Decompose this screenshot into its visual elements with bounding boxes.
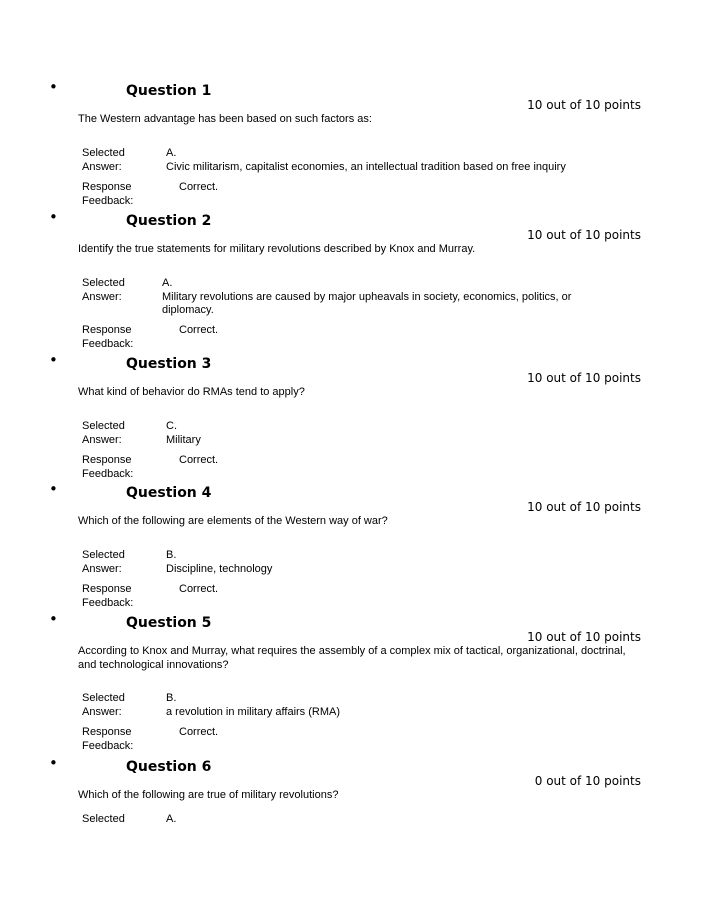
bullet-icon: • [49,480,58,498]
answer-text: Civic militarism, capitalist economies, an intellectual tradition based on free inquiry [166,160,566,173]
answer-text: a revolution in military affairs (RMA) [166,705,341,718]
answer-text: Discipline, technology [166,562,273,575]
question-list [0,78,714,838]
answer-letter: A. [166,813,177,825]
question-points: 10 out of 10 points [527,371,641,385]
feedback-value: Correct. [179,324,219,336]
selected-answer-label: Selected Answer: [82,420,125,446]
question-points: 0 out of 10 points [534,774,641,788]
answer-letter: B. [166,692,177,704]
question-item [0,351,714,484]
question-item [0,754,714,838]
bullet-icon: • [49,610,58,628]
response-feedback-label: Response Feedback: [82,454,134,480]
question-points: 10 out of 10 points [527,228,641,242]
question-text: What kind of behavior do RMAs tend to apply? [78,386,305,398]
selected-answer-label: Selected Answer: [82,692,125,718]
question-title: Question 4 [126,485,212,501]
answer-letter: A. [162,277,173,289]
feedback-value: Correct. [179,181,219,193]
question-item [0,610,714,758]
answer-letter: B. [166,549,177,561]
question-text: The Western advantage has been based on such factors as: [78,113,372,125]
answer-text: Military revolutions are caused by major upheavals in society, economics, politics, or diplomacy. [162,290,572,316]
question-text: According to Knox and Murray, what requires the assembly of a complex mix of tactical, organizational, doctrinal, and technological innovations? [78,645,626,671]
bullet-icon: • [49,754,58,772]
answer-letter: C. [166,420,177,432]
question-item [0,480,714,614]
response-feedback-label: Response Feedback: [82,181,134,207]
feedback-value: Correct. [179,726,219,738]
bullet-icon: • [49,351,58,369]
selected-answer-label: Selected [82,813,125,825]
feedback-value: Correct. [179,583,219,595]
response-feedback-label: Response Feedback: [82,726,134,752]
question-item [0,78,714,212]
question-title: Question 2 [126,213,212,229]
question-title: Question 5 [126,615,212,631]
selected-answer-label: Selected Answer: [82,549,125,575]
response-feedback-label: Response Feedback: [82,583,134,609]
question-points: 10 out of 10 points [527,98,641,112]
answer-letter: A. [166,147,177,159]
selected-answer-label: Selected Answer: [82,147,125,173]
question-title: Question 1 [126,83,212,99]
response-feedback-label: Response Feedback: [82,324,134,350]
question-title: Question 3 [126,356,212,372]
bullet-icon: • [49,78,58,96]
bullet-icon: • [49,208,58,226]
question-points: 10 out of 10 points [527,630,641,644]
selected-answer-label: Selected Answer: [82,277,125,303]
question-text: Which of the following are elements of the Western way of war? [78,515,388,527]
question-title: Question 6 [126,759,212,775]
question-item [0,208,714,355]
question-points: 10 out of 10 points [527,500,641,514]
question-text: Identify the true statements for military revolutions described by Knox and Murray. [78,243,476,255]
question-text: Which of the following are true of military revolutions? [78,789,339,801]
feedback-value: Correct. [179,454,219,466]
answer-text: Military [166,433,201,446]
